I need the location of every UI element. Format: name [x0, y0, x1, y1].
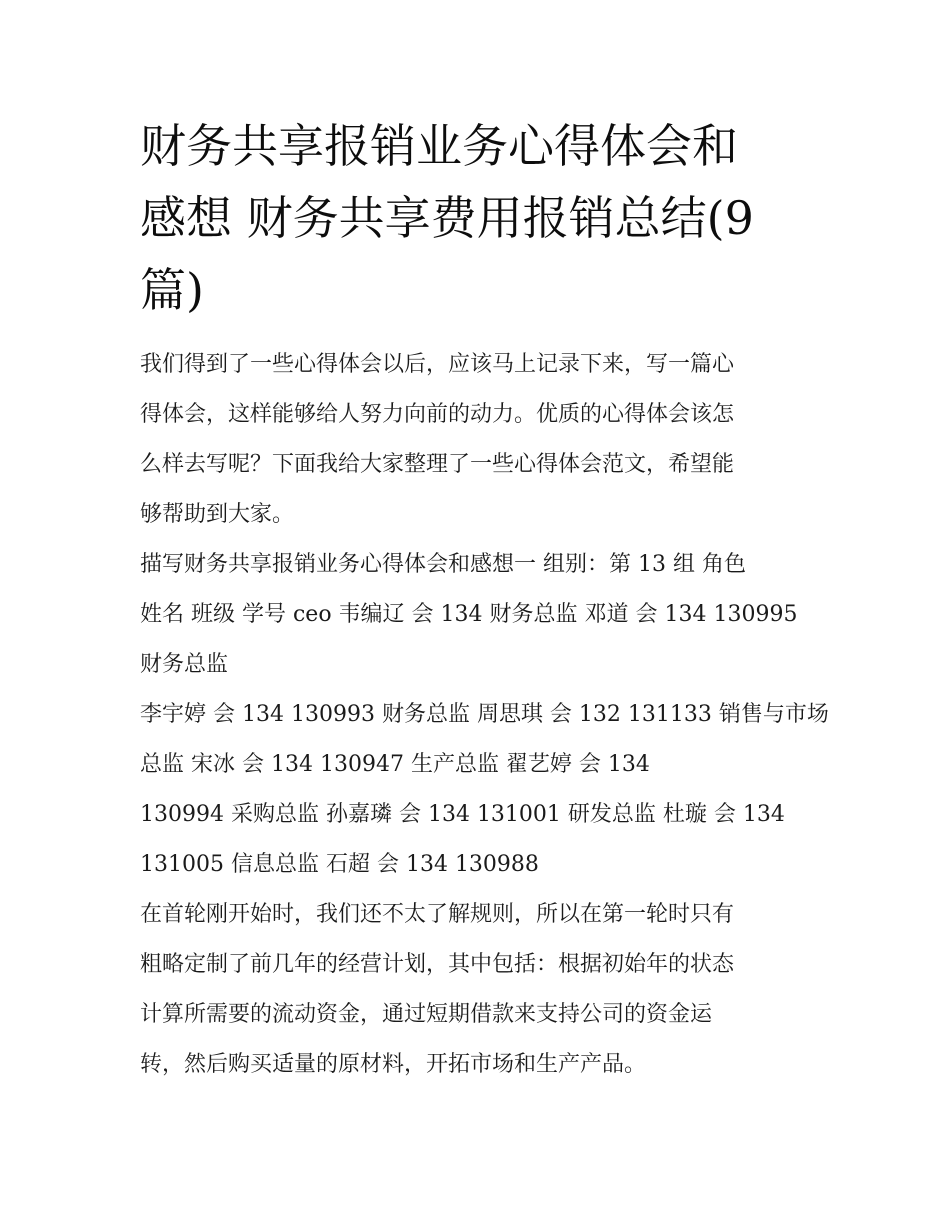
paragraph-line: 描写财务共享报销业务心得体会和感想一 组别：第 13 组 角色	[140, 552, 746, 577]
plan-paragraph	[140, 890, 812, 1090]
paragraph-line: 总监 宋冰 会 134 130947 生产总监 翟艺婷 会 134	[140, 752, 650, 777]
intro-paragraph	[140, 340, 812, 540]
paragraph-line: 131005 信息总监 石超 会 134 130988	[140, 852, 539, 877]
paragraph-line: 财务总监	[140, 652, 229, 677]
roster-paragraph	[140, 540, 812, 690]
paragraph-line: 姓名 班级 学号 ceo 韦编辽 会 134 财务总监 邓道 会 134 130995	[140, 602, 798, 627]
paragraph-line: 粗略定制了前几年的经营计划，其中包括：根据初始年的状态	[140, 952, 735, 977]
paragraph-line: 130994 采购总监 孙嘉璘 会 134 131001 研发总监 杜璇 会 134	[140, 802, 785, 827]
paragraph-line: 计算所需要的流动资金，通过短期借款来支持公司的资金运	[140, 1002, 713, 1027]
document-content	[140, 110, 829, 1090]
title-line: 感想 财务共享费用报销总结(9	[140, 191, 754, 245]
title-line: 篇)	[140, 263, 204, 317]
roster-continued-paragraph	[140, 690, 829, 890]
document-body	[140, 340, 829, 1090]
title-line: 财务共享报销业务心得体会和	[140, 119, 738, 173]
paragraph-line: 么样去写呢？下面我给大家整理了一些心得体会范文，希望能	[140, 452, 735, 477]
paragraph-line: 够帮助到大家。	[140, 502, 295, 527]
paragraph-line: 得体会，这样能够给人努力向前的动力。优质的心得体会该怎	[140, 402, 735, 427]
paragraph-line: 转，然后购买适量的原材料，开拓市场和生产产品。	[140, 1052, 647, 1077]
paragraph-line: 李宇婷 会 134 130993 财务总监 周思琪 会 132 131133 销售与市场	[140, 702, 829, 727]
paragraph-line: 在首轮刚开始时，我们还不太了解规则，所以在第一轮时只有	[140, 902, 735, 927]
document-title	[140, 110, 812, 326]
paragraph-line: 我们得到了一些心得体会以后，应该马上记录下来，写一篇心	[140, 352, 735, 377]
